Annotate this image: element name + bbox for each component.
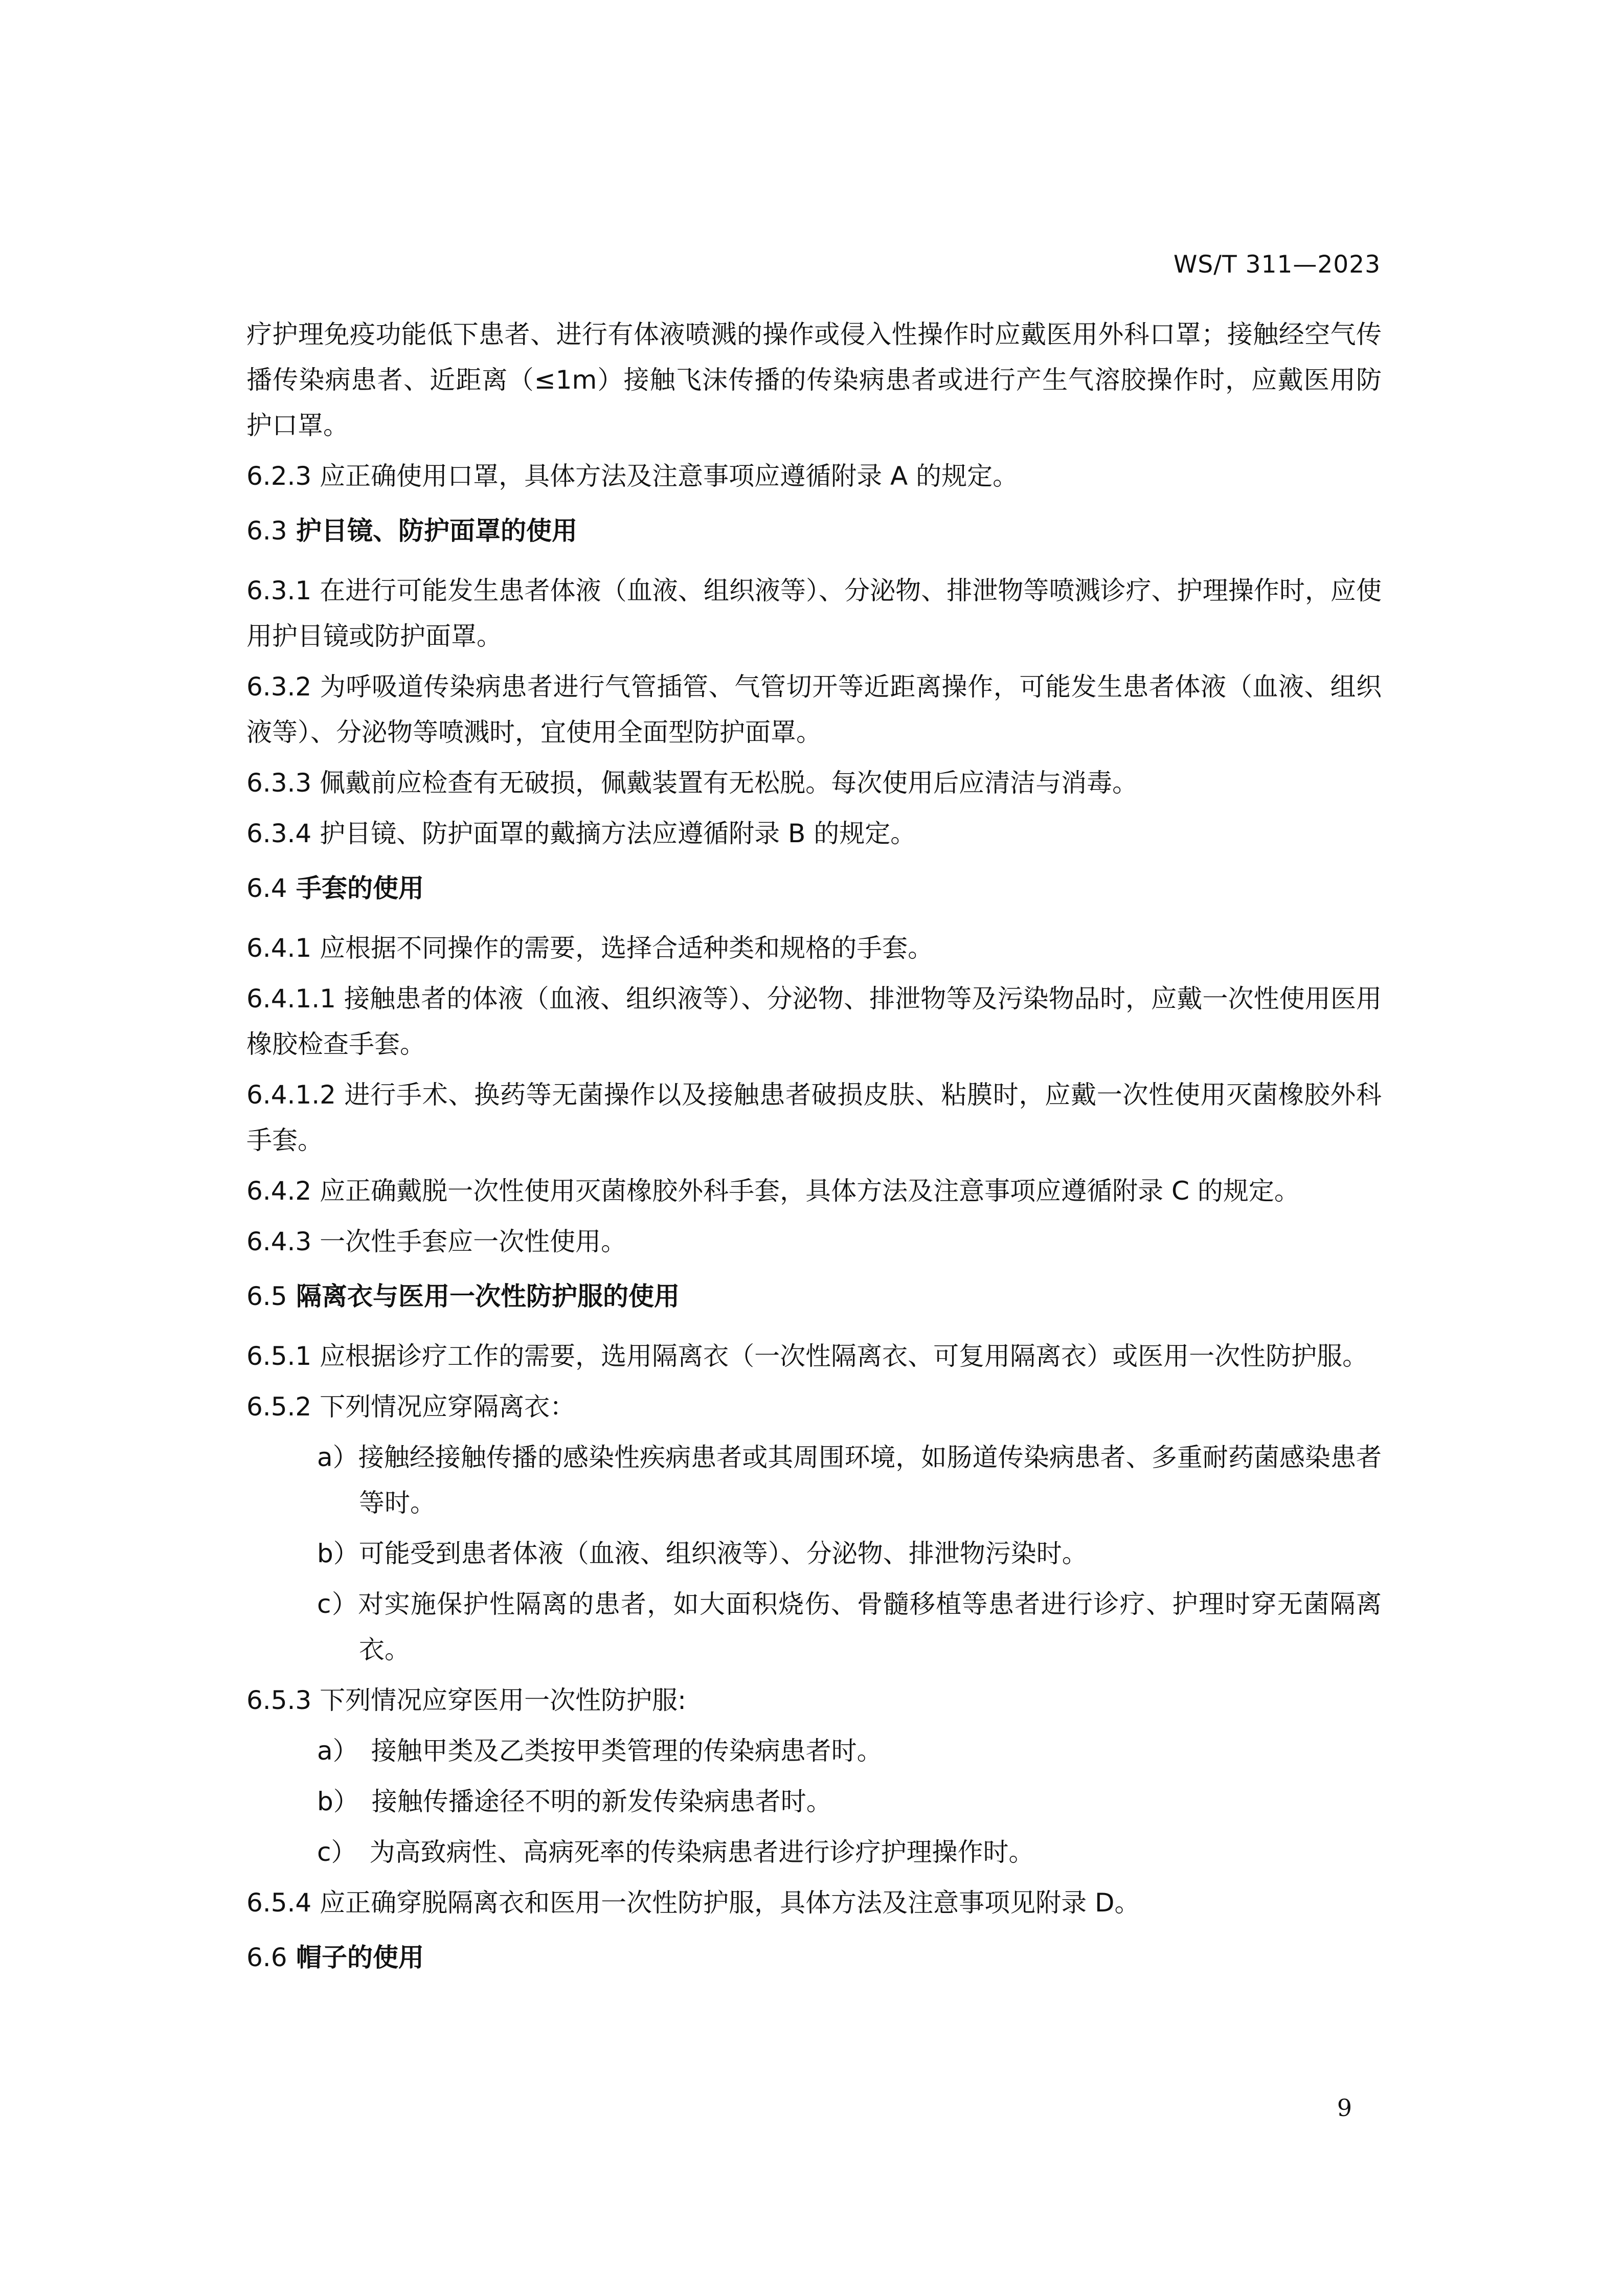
paragraph-6-2-3: 6.2.3 应正确使用口罩，具体方法及注意事项应遵循附录 A 的规定。 [246,461,1019,491]
list-item-6-5-2-a: a）接触经接触传播的感染性疾病患者或其周围环境，如肠道传染病患者、多重耐药菌感染患者等时。 [317,1443,1382,1518]
paragraph-6-3-1: 6.3.1 在进行可能发生患者体液（血液、组织液等）、分泌物、排泄物等喷溅诊疗、护理操作时，应使用护目镜或防护面罩。 [246,576,1382,651]
paragraph-6-5-1: 6.5.1 应根据诊疗工作的需要，选用隔离衣（一次性隔离衣、可复用隔离衣）或医用一次性防护服。 [246,1341,1368,1371]
heading-number: 6.4 [246,873,287,903]
paragraph-6-4-1-2: 6.4.1.2 进行手术、换药等无菌操作以及接触患者破损皮肤、粘膜时，应戴一次性使用灭菌橡胶外科手套。 [246,1080,1382,1155]
heading-number: 6.3 [246,516,287,546]
heading-6-3 [246,508,1382,554]
paragraph-6-3-2: 6.3.2 为呼吸道传染病患者进行气管插管、气管切开等近距离操作，可能发生患者体液（血液、组织液等）、分泌物等喷溅时，宜使用全面型防护面罩。 [246,672,1382,747]
paragraph-6-5-3: 6.5.3 下列情况应穿医用一次性防护服: [246,1685,686,1715]
document-body [246,312,1382,1995]
heading-6-6 [246,1935,1382,1980]
heading-title: 帽子的使用 [296,1943,424,1972]
heading-title: 护目镜、防护面罩的使用 [296,516,577,546]
list-item-6-5-3-c: c） 为高致病性、高病死率的传染病患者进行诊疗护理操作时。 [317,1837,1034,1867]
paragraph-6-4-3: 6.4.3 一次性手套应一次性使用。 [246,1227,627,1256]
paragraph-6-5-4: 6.5.4 应正确穿脱隔离衣和医用一次性防护服，具体方法及注意事项见附录 D。 [246,1888,1140,1918]
standard-code: WS/T 311—2023 [1173,251,1381,279]
paragraph-continuation: 疗护理免疫功能低下患者、进行有体液喷溅的操作或侵入性操作时应戴医用外科口罩；接触经空气传播传染病患者、近距离（≤1m）接触飞沫传播的传染病患者或进行产生气溶胶操作时，应戴医用防护口罩。 [246,320,1382,440]
paragraph-6-3-3: 6.3.3 佩戴前应检查有无破损，佩戴装置有无松脱。每次使用后应清洁与消毒。 [246,768,1138,798]
paragraph-6-5-2: 6.5.2 下列情况应穿隔离衣： [246,1392,576,1422]
paragraph-6-4-1: 6.4.1 应根据不同操作的需要，选择合适种类和规格的手套。 [246,933,934,963]
list-item-6-5-3-a: a） 接触甲类及乙类按甲类管理的传染病患者时。 [317,1736,883,1766]
paragraph-6-4-2: 6.4.2 应正确戴脱一次性使用灭菌橡胶外科手套，具体方法及注意事项应遵循附录 C 的规定。 [246,1176,1300,1206]
heading-number: 6.5 [246,1281,287,1311]
heading-6-5 [246,1274,1382,1319]
heading-title: 隔离衣与医用一次性防护服的使用 [296,1281,680,1311]
list-item-6-5-3-b: b） 接触传播途径不明的新发传染病患者时。 [317,1787,832,1816]
list-item-6-5-2-c: c）对实施保护性隔离的患者，如大面积烧伤、骨髓移植等患者进行诊疗、护理时穿无菌隔离衣。 [317,1589,1382,1664]
paragraph-6-4-1-1: 6.4.1.1 接触患者的体液（血液、组织液等）、分泌物、排泄物等及污染物品时，应戴一次性使用医用橡胶检查手套。 [246,984,1382,1059]
page-number: 9 [1337,2094,1352,2122]
paragraph-6-3-4: 6.3.4 护目镜、防护面罩的戴摘方法应遵循附录 B 的规定。 [246,819,916,848]
heading-number: 6.6 [246,1943,287,1972]
heading-6-4 [246,866,1382,911]
heading-title: 手套的使用 [296,873,424,903]
list-item-6-5-2-b: b）可能受到患者体液（血液、组织液等）、分泌物、排泄物污染时。 [317,1539,1088,1568]
